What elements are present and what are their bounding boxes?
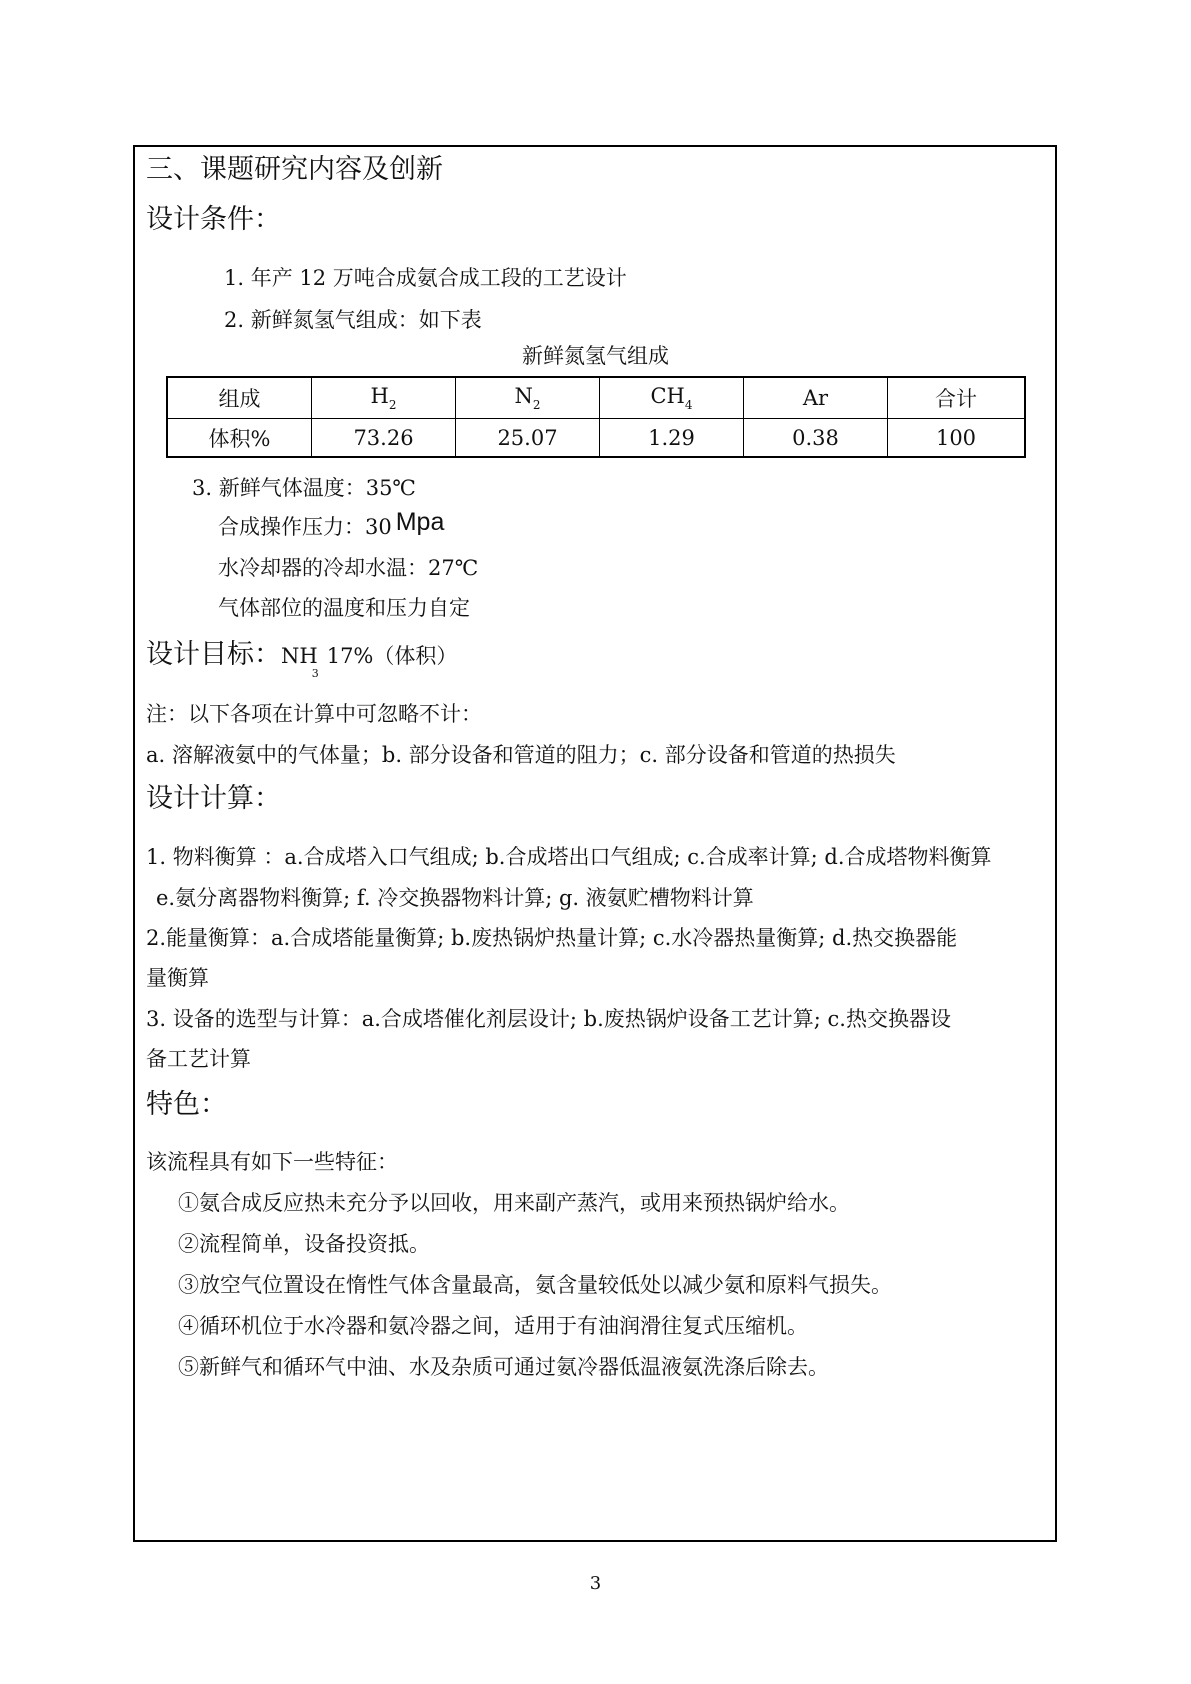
header-cell: $CH_4$ — [600, 377, 744, 419]
calc-line-2: e.氨分离器物料衡算; f. 冷交换器物料计算; g. 液氨贮槽物料计算 — [156, 886, 754, 910]
table-row — [167, 419, 1025, 458]
pressure-unit: Mpa — [395, 508, 445, 536]
page-number: 3 — [589, 1573, 602, 1594]
design-target — [146, 639, 458, 680]
table-cell: 0.38 — [744, 419, 888, 458]
note-line-1: 注：以下各项在计算中可忽略不计： — [146, 702, 482, 726]
design-target-value: 17%（体积） — [326, 644, 458, 668]
header-cell: $H_2$ — [312, 377, 456, 419]
table-cell: 25.07 — [456, 419, 600, 458]
calc-line-6: 备工艺计算 — [146, 1047, 251, 1071]
table-cell: 73.26 — [312, 419, 456, 458]
header-cell: 组成 — [167, 377, 312, 419]
table-header-row — [167, 377, 1025, 419]
condition-item-1: 1. 年产 12 万吨合成氨合成工段的工艺设计 — [224, 266, 627, 290]
table-cell: 体积% — [167, 419, 312, 458]
design-calc-heading: 设计计算： — [146, 783, 281, 814]
header-cell: Ar — [744, 377, 888, 419]
calc-line-1: 1. 物料衡算 ：a.合成塔入口气组成; b.合成塔出口气组成; c.合成率计算; d.合成塔物料衡算 — [146, 845, 992, 869]
gas-section-note: 气体部位的温度和压力自定 — [218, 596, 470, 620]
header-cell: 合计 — [888, 377, 1026, 419]
calc-line-3: 2.能量衡算：a.合成塔能量衡算; b.废热锅炉热量计算; c.水冷器热量衡算; d.热交换器能 — [146, 926, 958, 950]
section-title: 三、课题研究内容及创新 — [146, 154, 443, 185]
feature-item: ②流程简单，设备投资抵。 — [178, 1232, 430, 1256]
feature-item: ⑤新鲜气和循环气中油、水及杂质可通过氨冷器低温液氨洗涤后除去。 — [178, 1355, 829, 1379]
table-cell: 1.29 — [600, 419, 744, 458]
fresh-gas-temperature: 3. 新鲜气体温度：35℃ — [192, 476, 416, 500]
operating-pressure — [218, 508, 445, 539]
cooling-water-temperature: 水冷却器的冷却水温：27℃ — [218, 556, 479, 580]
design-conditions-heading: 设计条件： — [146, 204, 281, 235]
features-intro: 该流程具有如下一些特征： — [146, 1150, 398, 1174]
composition-table — [166, 376, 1026, 458]
header-cell: $N_2$ — [456, 377, 600, 419]
feature-item: ③放空气位置设在惰性气体含量最高，氨含量较低处以减少氨和原料气损失。 — [178, 1273, 892, 1297]
pressure-label: 合成操作压力：30 — [218, 515, 392, 539]
features-heading: 特色： — [146, 1089, 227, 1120]
nh3-formula: $NH_3$ — [281, 644, 319, 680]
table-caption: 新鲜氮氢气组成 — [522, 344, 669, 368]
calc-line-5: 3. 设备的选型与计算：a.合成塔催化剂层设计; b.废热锅炉设备工艺计算; c.热交换器设 — [146, 1007, 951, 1031]
feature-item: ④循环机位于水冷器和氨冷器之间，适用于有油润滑往复式压缩机。 — [178, 1314, 808, 1338]
table-cell: 100 — [888, 419, 1026, 458]
design-target-label: 设计目标： — [146, 639, 281, 670]
feature-item: ①氨合成反应热未充分予以回收，用来副产蒸汽，或用来预热锅炉给水。 — [178, 1191, 850, 1215]
calc-line-4: 量衡算 — [146, 966, 209, 990]
condition-item-2: 2. 新鲜氮氢气组成：如下表 — [224, 308, 482, 332]
note-line-2: a. 溶解液氨中的气体量；b. 部分设备和管道的阻力；c. 部分设备和管道的热损失 — [146, 743, 896, 767]
